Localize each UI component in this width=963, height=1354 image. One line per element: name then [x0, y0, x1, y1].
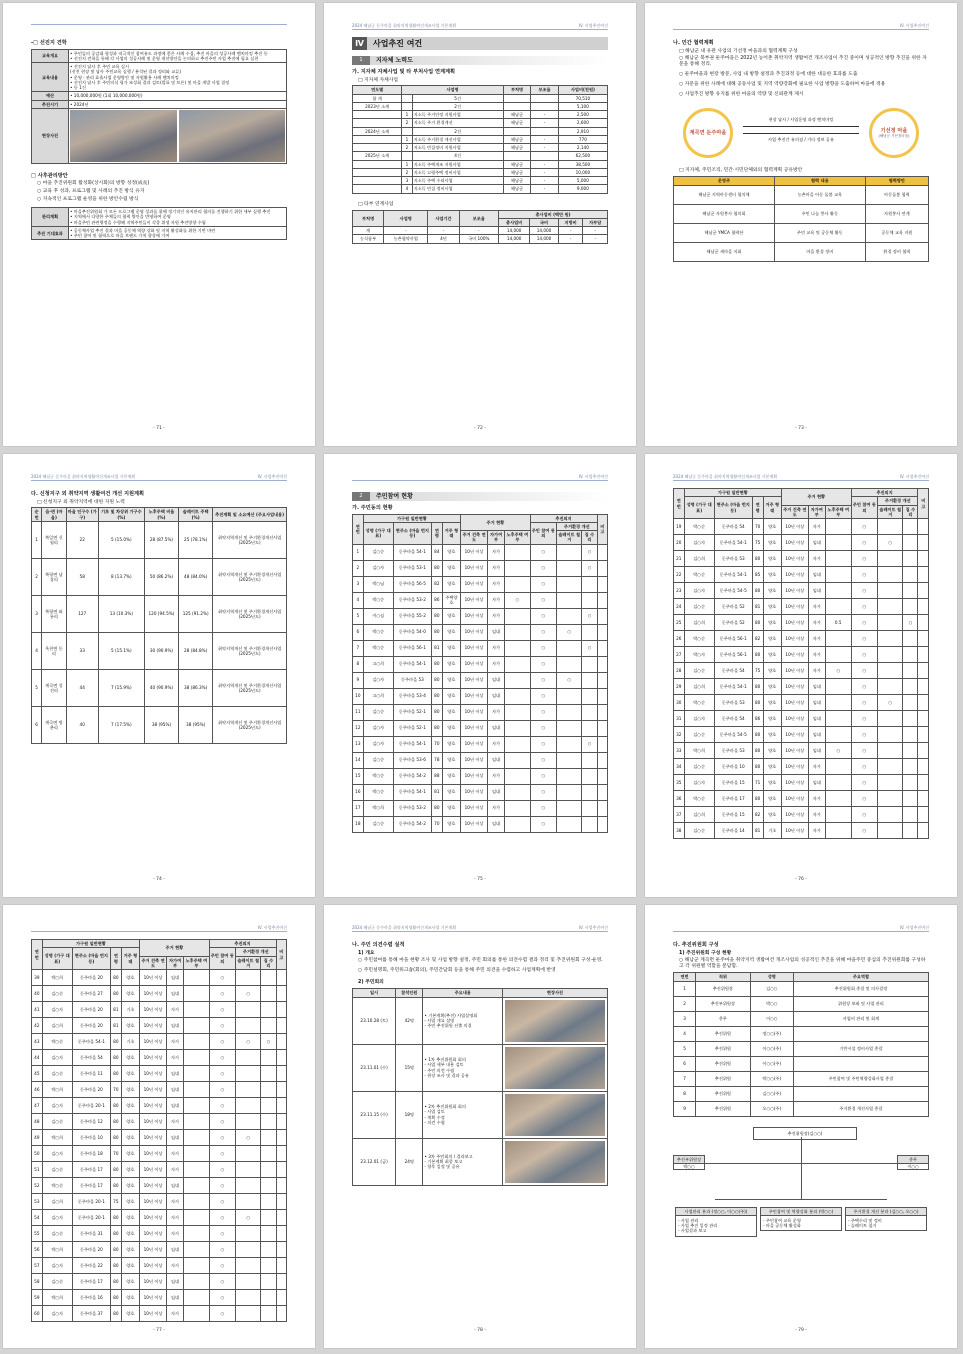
row-content — [69, 108, 287, 163]
page-72: 2024 해남군 둔주마을 취약지역생활여건개조사업 기본계획 IV. 사업추진여건 Ⅳ 사업추진 여건 1 지자체 노력도 가. 지자체 자체사업 및 타 부처사업 연계계획 □ 지자체 자체사업 연도별 사업명 부처명 보조율 사업비(천원) 합 계 5건 70,510 2023년 소계 2건 5,100 1 저소득 주거안정 지원사업 해남군 - 2,500 2 저소득 주거 환경개선 해남군 - 2,600 2024년 소계 2건 2,910 1 저소득 주거환경 개선사업 해남군 - 770 2 저소득 빈집정비 지원사업 해남군 - 2,140 2025년 소계 4건 62,500 1 저소득 주택개조 지원사업 해남군 - 38,500 2 저소득 고령주택 정비사업 해남군 - 10,000 3 저소득 주택 수리사업 해남군 - 5,000 4 저소득 빈집 정비사업 해남군 - 9,000 □ 타부 연계사업 부처명 사업명 사업기간 보조율 총사업비 (백만 원) 총사업비 국비 지방비 자부담 계 - - - 14,000 14,000 - - 농식품부 농촌협약사업 4년 국비 100% 14,000 14,000 - - - 72 - — [324, 3, 636, 446]
org-vice-chair: 추진부위원장 박○○ — [673, 1155, 705, 1171]
plan-item: ○ 지속적인 프로그램 운영을 위한 방안수립 방식 — [37, 197, 139, 203]
circle-selected-village: 기선정 마을 (해남군 기선정마을) — [869, 108, 919, 158]
row-content: • 주민들의 공감대 형성과 적극적인 참여유도 과정에 좋은 사례 수집, 추진 마을의 성공사례 벤치마킹 추진 등 • 선진지 견학을 통해 각 사업의 성공사례 및 운영 개선방안을 논의하고 추진주민 사업 추진에 필요 실천 — [69, 49, 287, 63]
table-row: 28 김○순 둔주마을 54 75 양호 10년 이상 자가 ○ ○ — [674, 663, 929, 679]
table-row: 6 박○순 둔주마을 54-0 80 양호 10년 이상 임대 ○ ○ — [353, 624, 608, 640]
table-row: 56 박○희 둔주마을 20 80 양호 10년 이상 임대 ○ — [32, 1242, 287, 1258]
table-row: 23.11.01 (수) 15명 • 1차 추진위원회 회의 - 사업 세부 내용 검토 - 주민 의견 수렴 - 현장 조사 및 결과 공유 — [353, 1044, 608, 1091]
table-row: 18 김○순 둔주마을 54-2 70 양호 10년 이상 임대 ○ — [353, 816, 608, 832]
arrow-right — [743, 126, 859, 127]
table-row: 2024년 소계 2건 2,910 — [353, 127, 608, 135]
table-row: 9 김○자 둔주마을 53 80 양호 10년 이상 임대 ○ ○ — [353, 672, 608, 688]
page-76 — [645, 454, 957, 897]
page-header: IV. 사업추진여건 — [673, 23, 929, 30]
table-row: 60 김○자 둔주마을 37 80 양호 10년 이상 자가 ○ — [32, 1306, 287, 1322]
cooperation-diagram: 계곡면 둔주마을 기선정 마을 (해남군 기선정마을) 현장 답사 / 사업운영 과정 벤치마킹 사업 추진간 유의점 / 기타 정보 공유 — [673, 102, 929, 164]
table-row: 관리계획 • 마을추진위원회 가 모든 프로그램 운영 성과를 위해 정기적인 유지관리 협의를 진행하기 위한 세부 실행 추진 • 지역에서 다양한 주체들의 협력 방안을 반영하여 운영 • 마을주민 관련행정을 수행해 지역주민들이 각종 위생 자원 추진방향 수립 — [32, 208, 287, 227]
page-header: 2024 해남군 둔주마을 취약지역생활여건개조사업 기본계획 IV. 사업추진여건 — [352, 925, 608, 930]
table-row: 39 박○희 둔주마을 20 80 양호 10년 이상 임대 ○ — [32, 970, 287, 986]
table-row: 20 김○자 둔주마을 54-1 75 양호 10년 이상 임대 ○ ○ — [674, 535, 929, 551]
table-row: 34 김○순 둔주마을 10 80 양호 10년 이상 자가 ○ — [674, 759, 929, 775]
section-heading: 다. 신청지구 외 취약지역 생활여건 개선 지원계획 — [31, 491, 145, 497]
section-heading: -□ 선진지 견학 — [31, 40, 67, 46]
table-row: 50 김○자 둔주마을 18 70 양호 10년 이상 자가 ○ — [32, 1146, 287, 1162]
table-row: 해남군 자원봉사 협의회 주민 나눔 봉사 활동 자원봉사 연계 — [674, 204, 929, 223]
table-row: 8 추진위원 김○○(주) — [674, 1086, 929, 1101]
table-row: 3 북평면 와룡리 127 13 (10.3%) 120 (94.5%) 125 (91.2%) 취약지역개선 및 주거환경개선사업 (2025년도) — [32, 595, 287, 632]
table-row: 16 박○순 둔주마을 54-1 81 양호 10년 이상 임대 ○ — [353, 784, 608, 800]
table-row: 15 박○순 둔주마을 54-2 88 양호 10년 이상 자가 ○ — [353, 768, 608, 784]
table-row: 2 저소득 빈집정비 지원사업 해남군 - 2,140 — [353, 144, 608, 152]
table-row: 24 김○순 둔주마을 52 81 양호 10년 이상 자가 ○ — [674, 599, 929, 615]
table-row: 3 총무 이○○ 사업비 관리 및 회계 — [674, 1011, 929, 1026]
photo-1 — [70, 110, 177, 162]
table-row: 농식품부 농촌협약사업 4년 국비 100% 14,000 14,000 - - — [353, 235, 608, 243]
row-label: 교육개요 — [32, 49, 69, 63]
page-number: - 77 - — [153, 1328, 165, 1334]
table-row: 1 김○순 둔주마을 54-1 84 양호 10년 이상 자가 ○ ○ — [353, 544, 608, 560]
page-header: 2024 해남군 둔주마을 취약지역생활여건개조사업 기본계획 IV. 사업추진여건 — [673, 474, 929, 479]
table-row: 해남군 YMCA 협력단 주민 교육 및 공동체 활동 공동체 교육 지원 — [674, 223, 929, 242]
photo-2 — [179, 110, 286, 162]
page-header: 2024 해남군 둔주마을 취약지역생활여건개조사업 기본계획 IV. 사업추진여건 — [31, 474, 287, 479]
page-number: - 73 - — [795, 426, 807, 432]
table-row: 2 북평면 남창리 58 8 (13.7%) 50 (86.2%) 48 (84.0%) 취약지역개선 및 주거환경개선사업 (2025년도) — [32, 558, 287, 595]
education-table — [31, 49, 287, 164]
table-row: 5 이○심 둔주마을 55-2 80 양호 10년 이상 자가 ○ ○ — [353, 608, 608, 624]
row-content: • 선진지 답사 후 주민 교육 실시 (선진 현장 및 답사 주민교육 실행 / 분석된 결과 정리와 교류) • 운영 · 관리 효율사업 운영방안 및 자원활용 사례 벤치마킹 • 선진지 답사 후 주민의식 평가 조성회 결과 검토(발표 및 토론) 및 마을 개발 사업 결정 • 등 1건 — [69, 63, 287, 92]
table-row: 9 추진위원 오○○(주) 주거환경 개선사업 총괄 — [674, 1101, 929, 1116]
subheading: 가. 주민동의 현황 — [352, 505, 393, 511]
table-row: 6 추진위원 이○○(주) — [674, 1056, 929, 1071]
table-row: 2 김○자 둔주마을 53-1 80 양호 10년 이상 자가 ○ ○ — [353, 560, 608, 576]
row-label: 예산 — [32, 92, 69, 100]
table-row: 17 박○희 둔주마을 53-2 80 양호 10년 이상 자가 ○ — [353, 800, 608, 816]
table-row: 1 저소득 주거환경 개선사업 해남군 - 770 — [353, 135, 608, 143]
page-78: 2024 해남군 둔주마을 취약지역생활여건개조사업 기본계획 IV. 사업추진여건 나. 주민 의견수렴 실적 1) 개요 ○ 주민참여를 통해 마을 현황 조사 및 사업 방향 설정, 주민 회의를 통한 의견수렴 결과 정리 및 추진위원회 구성·운영. ○ 주민설명회, 주민워크숍(회의), 주민간담회 등을 통해 주민 의견을 수렴하고 사업계획에 반영 2) 주민회의 일시 참석인원 주요내용 현장사진 23.10.28 (토) 42명 • 기본계획(추진) 사업설명회 - 사업 개요 설명 - 주민 추진위원 선출 의결 23.11.01 (수) 15명 • 1차 추진위원회 회의 - 사업 세부 내용 검토 - 주민 의견 수렴 - 현장 조사 및 결과 공유 23.11.15 (수) 18명 • 2차 추진위원회 회의 - 사업 검토 - 계획 수정 - 의견 수렴 23.12.01 (금) 24명 • 3차 주민회의 / 결과보고 - 기본계획 최종 보고 - 향후 일정 및 공유 - 78 - — [324, 905, 636, 1348]
table-row: 38 김○순 둔주마을 14 81 기초 10년 이상 자가 ○ — [674, 823, 929, 839]
table-row: 2 저소득 주거 환경개선 해남군 - 2,600 — [353, 119, 608, 127]
meetings-table: 일시 참석인원 주요내용 현장사진 23.10.28 (토) 42명 • 기본계획(추진) 사업설명회 - 사업 개요 설명 - 주민 추진위원 선출 의결 23.11.01 (수) 15명 • 1차 추진위원회 회의 - 사업 세부 내용 검토 - 주민 의견 수렴 - 현장 조사 및 결과 공유 23.11.15 (수) 18명 • 2차 추진위원회 회의 - 사업 검토 - 계획 수정 - 의견 수렴 23.12.01 (금) 24명 • 3차 주민회의 / 결과보고 - 기본계획 최종 보고 - 향후 일정 및 공유 — [352, 988, 608, 1185]
other-areas-table: 순번 읍·면 (마을) 마을 인구수 (가구) 기초 및 차상위 가구수 (%) 노후주택 비율 (%) 슬레이트 주택 (%) 추진계획 및 소요예산 (주요사업내용) 1 북일면 신월리 22 5 (15.0%) 28 (87.5%) 25 (78.1%) 취약지역개선 및 주거환경개선사업 (2025년도) 2 북평면 남창리 58 8 (13.7%) 50 (86.2%) 48 (84.0%) 취약지역개선 및 주거환경개선사업 (2025년도) 3 북평면 와룡리 127 13 (10.3%) 120 (94.5%) 125 (91.2%) 취약지역개선 및 주거환경개선사업 (2025년도) 4 옥천면 동리 33 5 (15.1%) 30 (90.9%) 28 (84.8%) 취약지역개선 및 주거환경개선사업 (2025년도) 5 계곡면 성진리 44 7 (15.9%) 40 (90.9%) 38 (86.3%) 취약지역개선 및 주거환경개선사업 (2025년도) 6 계곡면 방춘리 40 7 (17.5%) 38 (95%) 38 (95%) 취약지역개선 및 주거환경개선사업 (2025년도) — [31, 507, 287, 744]
page-header: IV. 사업추진여건 — [31, 925, 287, 932]
table-row: 30 박○순 둔주마을 53 80 양호 10년 이상 임대 ○ ○ — [674, 695, 929, 711]
page-number: - 74 - — [153, 877, 165, 883]
table-row: 해남군 지역아동센터 협의체 농촌마을 아동 돌봄 교육 아동돌봄 협력 — [674, 185, 929, 204]
resident-consent-table: 연번 가구원 일반현황 주거 현황 추진의지 비고 성명 (가구 대표) 현주소 (마을 번지 등) 연령 거주 형태 주민 참여 동의 주거환경 개선 주거 건축 연도 자가여부 노후주택 여부 슬레이트 철거 집 수리 1 김○순 둔주마을 54-1 84 양호 10년 이상 자가 ○ ○ 2 김○자 둔주마을 53-1 80 양호 10년 이상 자가 ○ ○ 3 박○님 둔주마을 56-5 82 양호 10년 이상 자가 ○ 4 박○순 둔주마을 53-2 86 주택양호 10년 이상 자가 ○ ○ 5 이○심 둔주마을 55-2 80 양호 10년 이상 자가 ○ ○ 6 박○순 둔주마을 54-0 80 양호 10년 이상 임대 ○ ○ 7 박○순 둔주마을 56-1 81 양호 10년 이상 자가 ○ ○ 8 고○희 둔주마을 54-1 80 양호 10년 이상 자가 ○ 9 김○자 둔주마을 53 80 양호 10년 이상 임대 ○ ○ 10 고○희 둔주마을 53-4 80 양호 10년 이상 임대 ○ 11 김○순 둔주마을 52-1 80 양호 10년 이상 자가 ○ 12 김○자 둔주마을 52-1 80 양호 10년 이상 임대 ○ 13 김○자 둔주마을 54-1 70 양호 10년 이상 자가 ○ ○ 14 김○순 둔주마을 53-6 78 양호 10년 이상 임대 ○ 15 박○순 둔주마을 54-2 88 양호 10년 이상 자가 ○ 16 박○순 둔주마을 54-1 81 양호 10년 이상 임대 ○ 17 박○희 둔주마을 53-2 80 양호 10년 이상 자가 ○ 18 김○순 둔주마을 54-2 70 양호 10년 이상 임대 ○ — [352, 514, 608, 833]
table-row: 1 추진위원장 김○○ 추진위원회 총괄 및 의사결정 — [674, 981, 929, 996]
row-content: • 10,000,000원 (1회 10,000,000원) — [69, 92, 287, 100]
table-row: 4 옥천면 동리 33 5 (15.1%) 30 (90.9%) 28 (84.8%) 취약지역개선 및 주거환경개선사업 (2025년도) — [32, 632, 287, 669]
meeting-photo — [505, 1141, 605, 1183]
plan-title: □ 사후관리방안 — [31, 172, 68, 179]
table-row: 5 계곡면 성진리 44 7 (15.9%) 40 (90.9%) 38 (86.3%) 취약지역개선 및 주거환경개선사업 (2025년도) — [32, 669, 287, 706]
table-row: 4 추진위원 정○○(주) — [674, 1026, 929, 1041]
table-row: 47 김○자 둔주마을 20-1 80 양호 10년 이상 임대 ○ — [32, 1098, 287, 1114]
row-label: 교육내용 — [32, 63, 69, 92]
table-row: 3 저소득 주택 수리사업 해남군 - 5,000 — [353, 177, 608, 185]
table-row: 14 김○순 둔주마을 53-6 78 양호 10년 이상 임대 ○ — [353, 752, 608, 768]
table-row: 43 박○순 둔주마을 54-1 80 기초 10년 이상 자가 ○ ○ ○ — [32, 1034, 287, 1050]
table-row: 22 박○순 둔주마을 54-1 85 양호 10년 이상 임대 ○ — [674, 567, 929, 583]
paragraph: ○ 주민참여를 통해 마을 현황 조사 및 사업 방향 설정, 주민 회의를 통한 의견수렴 결과 정리 및 추진위원회 구성·운영. — [358, 958, 603, 964]
section-bar: 1 지자체 노력도 — [352, 56, 608, 65]
table-row: 계 - - - 14,000 14,000 - - — [353, 227, 608, 235]
table-row: 1 저소득 주택개조 지원사업 해남군 - 38,500 — [353, 160, 608, 168]
page-73: IV. 사업추진여건 나. 민간 협력계획 □ 해남군 내 유관 사업의 기선정 마을과의 협력계획 구성 ○ 해남군 북부권 둔주마을은 2022년 농어촌 취약지역 생활여건 개조사업이 추진 중이며 성공적인 방향 추진을 위한 자문을 통해 정리. ○ 둔주마을과 현장 방문, 사업 내 방향 설정과 추진과정 등에 대한 대응한 효과를 도출 ○ 자문을 위한 사례에 대해 공동사업 및 지역 역량강화에 필요한 사업 방향을 도출하여 마을에 적용 ○ 사업추진 방향 유지를 위한 마을의 역량 및 신뢰관계 제시 계곡면 둔주마을 기선정 마을 (해남군 기선정마을) 현장 답사 / 사업운영 과정 벤치마킹 사업 추진간 유의점 / 기타 정보 공유 □ 지자체, 주민조직, 민간·시민단체와의 협력계획 공유방안 운영주 협력 내용 협력방안 해남군 지역아동센터 협의체 농촌마을 아동 돌봄 교육 아동돌봄 협력 해남군 자원봉사 협의회 주민 나눔 봉사 활동 자원봉사 연계 해남군 YMCA 협력단 주민 교육 및 공동체 활동 공동체 교육 지원 해남군 새마을 지회 마을 환경 정비 환경 정비 협력 - 73 - — [645, 3, 957, 446]
org-division: 주거환경 개선 분과 (김○○, 오○○) - 주택수리 및 정비 - 슬레이트 철거 — [845, 1207, 927, 1232]
page-number: - 79 - — [795, 1328, 807, 1334]
table-row: 2 저소득 고령주택 정비사업 해남군 - 10,000 — [353, 168, 608, 176]
table-row: 25 김○희 둔주마을 52 80 양호 10년 이상 자가 0.5 ○ ○ — [674, 615, 929, 631]
page-75 — [324, 454, 636, 897]
page-header: 2024 해남군 둔주마을 취약지역생활여건개조사업 기본계획 IV. 사업추진여건 — [352, 23, 608, 28]
section-heading: 다. 추진위원회 구성 — [673, 942, 719, 948]
table-row: 13 김○자 둔주마을 54-1 70 양호 10년 이상 자가 ○ ○ — [353, 736, 608, 752]
plan-item: ○ 마을 추진위원회 활성화(상시화)의 방향 성정(成長) — [37, 181, 150, 187]
page-header — [31, 23, 287, 25]
table-row: 23.11.15 (수) 18명 • 2차 추진위원회 회의 - 사업 검토 - 계획 수정 - 의견 수렴 — [353, 1091, 608, 1138]
page-71 — [3, 3, 315, 446]
table-row: 57 김○자 둔주마을 22 80 양호 10년 이상 자가 ○ — [32, 1258, 287, 1274]
chapter-title: Ⅳ 사업추진 여건 — [352, 37, 608, 50]
org-chart — [673, 1123, 929, 1253]
org-chair: 추진위원장(김○○) — [753, 1127, 857, 1140]
org-secretary: 총무 이○○ — [897, 1155, 929, 1171]
page-header: IV. 사업추진여건 — [352, 474, 608, 481]
org-division: 주민참여 및 역량강화 분과 (박○○) - 주민참여 교육 운영 - 마을 공동체 활성화 — [760, 1207, 842, 1232]
table-row: 36 박○순 둔주마을 17 80 양호 10년 이상 자가 ○ — [674, 791, 929, 807]
partners-table: 운영주 협력 내용 협력방안 해남군 지역아동센터 협의체 농촌마을 아동 돌봄 교육 아동돌봄 협력 해남군 자원봉사 협의회 주민 나눔 봉사 활동 자원봉사 연계 해남군 YMCA 협력단 주민 교육 및 공동체 활동 공동체 교육 지원 해남군 새마을 지회 마을 환경 정비 환경 정비 협력 — [673, 176, 929, 261]
table-row: 49 박○희 둔주마을 10 80 양호 10년 이상 임대 ○ ○ — [32, 1130, 287, 1146]
meeting-photo — [505, 1094, 605, 1136]
table-row: 추진 기대효과 • 공동체사업 추진 결과 마을 공동체 역량 강화 및 지역 활성화를 위한 기반 마련 • 주민 참여 및 협력으로 마을 브랜드 가치 향상에 기여 — [32, 226, 287, 240]
arrow-left — [743, 133, 859, 134]
row-content: • 2024년 — [69, 100, 287, 108]
table-row: 54 김○자 둔주마을 20-1 80 양호 10년 이상 자가 ○ ○ — [32, 1210, 287, 1226]
table-row: 33 박○희 둔주마을 53 80 양호 10년 이상 임대 ○ ○ — [674, 743, 929, 759]
table-row: 53 김○희 둔주마을 20-1 75 양호 10년 이상 자가 ○ — [32, 1194, 287, 1210]
table-row: 1 북일면 신월리 22 5 (15.0%) 28 (87.5%) 25 (78.1%) 취약지역개선 및 주거환경개선사업 (2025년도) — [32, 521, 287, 558]
self-projects-table: 연도별 사업명 부처명 보조율 사업비(천원) 합 계 5건 70,510 2023년 소계 2건 5,100 1 저소득 주거안정 지원사업 해남군 - 2,500 2 저소득 주거 환경개선 해남군 - 2,600 2024년 소계 2건 2,910 1 저소득 주거환경 개선사업 해남군 - 770 2 저소득 빈집정비 지원사업 해남군 - 2,140 2025년 소계 4건 62,500 1 저소득 주택개조 지원사업 해남군 - 38,500 2 저소득 고령주택 정비사업 해남군 - 10,000 3 저소득 주택 수리사업 해남군 - 5,000 4 저소득 빈집 정비사업 해남군 - 9,000 — [352, 85, 608, 193]
paragraph: ○ 해남군 북부권 둔주마을은 2022년 농어촌 취약지역 생활여건 개조사업이 추진 중이며 성공적인 방향 추진을 위한 자문을 통해 정리. — [679, 56, 927, 68]
table-row: 46 박○희 둔주마을 20 70 양호 10년 이상 임대 ○ — [32, 1082, 287, 1098]
paragraph: ○ 사업추진 방향 유지를 위한 마을의 역량 및 신뢰관계 제시 — [679, 92, 804, 98]
linked-projects-table: 부처명 사업명 사업기간 보조율 총사업비 (백만 원) 총사업비 국비 지방비 자부담 계 - - - 14,000 14,000 - - 농식품부 농촌협약사업 4년 국비 100% 14,000 14,000 - - — [352, 210, 608, 244]
table-row: 42 김○희 둔주마을 20 81 양호 10년 이상 임대 ○ — [32, 1018, 287, 1034]
table-row: 31 김○자 둔주마을 54 86 양호 10년 이상 임대 ○ — [674, 711, 929, 727]
table-row: 6 계곡면 방춘리 40 7 (17.5%) 38 (95%) 38 (95%) 취약지역개선 및 주거환경개선사업 (2025년도) — [32, 706, 287, 743]
table-row — [32, 100, 287, 108]
table-row — [32, 63, 287, 92]
page-number: - 76 - — [795, 877, 807, 883]
table-row: 26 박○순 둔주마을 56-1 82 양호 10년 이상 자가 ○ — [674, 631, 929, 647]
page-79: IV. 사업추진여건 다. 추진위원회 구성 1) 추진위원회 구성 현황 ○ 해남군 계곡면 둔주마을 취약지역 생활여건 개조사업의 성공적인 추진을 위해 마을주민 중심의 추진위원회를 구성하고 각 위원별 역할을 분담함. 연번 직위 성명 주요역할 1 추진위원장 김○○ 추진위원회 총괄 및 의사결정 2 추진부위원장 박○○ 위원장 보좌 및 사업 관리 3 총무 이○○ 사업비 관리 및 회계 4 추진위원 정○○(주) 5 추진위원 이○○(주) 기반시설 정비사업 총괄 6 추진위원 이○○(주) 7 추진위원 박○○(주) 주민참여 및 주민역량강화사업 총괄 8 추진위원 김○○(주) 9 추진위원 오○○(주) 주거환경 개선사업 총괄 추진위원장(김○○) 추진부위원장 박○○ 총무 이○○ 사업관리 분과 (정○○, 이○○(주)) - 사업 관리 - 사업 추진 일정 관리 - 사업결과 보고 주민참여 및 역량강화 분과 (박○○) - 주민참여 교육 운영 - 마을 공동체 활성화 주거환경 개선 분과 (김○○, 오○○) - 주택수리 및 정비 - 슬레이트 철거 - 79 - — [645, 905, 957, 1348]
table-row: 2 추진부위원장 박○○ 위원장 보좌 및 사업 관리 — [674, 996, 929, 1011]
table-row: 5 추진위원 이○○(주) 기반시설 정비사업 총괄 — [674, 1041, 929, 1056]
table-row: 41 김○자 둔주마을 20 81 기초 10년 이상 자가 ○ — [32, 1002, 287, 1018]
table-row: 7 박○순 둔주마을 56-1 81 양호 10년 이상 자가 ○ ○ — [353, 640, 608, 656]
org-division: 사업관리 분과 (정○○, 이○○(주)) - 사업 관리 - 사업 추진 일정 관리 - 사업결과 보고 — [675, 1207, 757, 1237]
table-row: 44 김○자 둔주마을 54 80 양호 10년 이상 자가 ○ — [32, 1050, 287, 1066]
plan-table — [31, 207, 287, 240]
subheading: 가. 지자체 자체사업 및 타 부처사업 연계계획 — [352, 69, 456, 75]
table-row — [32, 108, 287, 163]
table-row: 4 저소득 빈집 정비사업 해남군 - 9,000 — [353, 185, 608, 193]
table-row: 40 김○순 둔주마을 27 80 양호 10년 이상 임대 ○ ○ — [32, 986, 287, 1002]
table-row: 29 김○희 둔주마을 54-1 80 양호 10년 이상 임대 ○ — [674, 679, 929, 695]
page-header: IV. 사업추진여건 — [673, 925, 929, 932]
table-row: 8 고○희 둔주마을 54-1 80 양호 10년 이상 자가 ○ — [353, 656, 608, 672]
table-row: 4 박○순 둔주마을 53-2 86 주택양호 10년 이상 자가 ○ ○ — [353, 592, 608, 608]
section-heading: 나. 주민 의견수렴 실적 — [352, 942, 405, 948]
table-row: 23.10.28 (토) 42명 • 기본계획(추진) 사업설명회 - 사업 개요 설명 - 주민 추진위원 선출 의결 — [353, 997, 608, 1044]
table-row: 58 김○순 둔주마을 17 80 양호 10년 이상 임대 ○ — [32, 1274, 287, 1290]
page-number: - 72 - — [474, 426, 486, 432]
table-row: 21 김○희 둔주마을 53 80 양호 10년 이상 자가 ○ — [674, 551, 929, 567]
meeting-photo — [505, 1000, 605, 1042]
plan-item: ○ 교육 후 성과, 프로그램 및 사례의 추진 방식 유지 — [37, 189, 145, 195]
row-label: 현장사진 — [32, 108, 69, 163]
table-row: 11 김○순 둔주마을 52-1 80 양호 10년 이상 자가 ○ — [353, 704, 608, 720]
page-number: - 71 - — [153, 426, 165, 432]
row-label: 추진시기 — [32, 100, 69, 108]
table-row: 59 박○희 둔주마을 16 80 양호 10년 이상 임대 ○ — [32, 1290, 287, 1306]
page-74: 2024 해남군 둔주마을 취약지역생활여건개조사업 기본계획 IV. 사업추진여건 다. 신청지구 외 취약지역 생활여건 개선 지원계획 □ 신청지구 외 취약지역에 대한 지원 노력 순번 읍·면 (마을) 마을 인구수 (가구) 기초 및 차상위 가구수 (%) 노후주택 비율 (%) 슬레이트 주택 (%) 추진계획 및 소요예산 (주요사업내용) 1 북일면 신월리 22 5 (15.0%) 28 (87.5%) 25 (78.1%) 취약지역개선 및 주거환경개선사업 (2025년도) 2 북평면 남창리 58 8 (13.7%) 50 (86.2%) 48 (84.0%) 취약지역개선 및 주거환경개선사업 (2025년도) 3 북평면 와룡리 127 13 (10.3%) 120 (94.5%) 125 (91.2%) 취약지역개선 및 주거환경개선사업 (2025년도) 4 옥천면 동리 33 5 (15.1%) 30 (90.9%) 28 (84.8%) 취약지역개선 및 주거환경개선사업 (2025년도) 5 계곡면 성진리 44 7 (15.9%) 40 (90.9%) 38 (86.3%) 취약지역개선 및 주거환경개선사업 (2025년도) 6 계곡면 방춘리 40 7 (17.5%) 38 (95%) 38 (95%) 취약지역개선 및 주거환경개선사업 (2025년도) - 74 - — [3, 454, 315, 897]
table-row: 23 김○자 둔주마을 54-5 80 양호 10년 이상 임대 ○ — [674, 583, 929, 599]
table-row: 27 박○자 둔주마을 56-1 80 양호 10년 이상 자가 ○ — [674, 647, 929, 663]
table-row: 합 계 5건 70,510 — [353, 94, 608, 102]
table-row: 37 김○희 둔주마을 15 82 양호 10년 이상 자가 ○ — [674, 807, 929, 823]
table-row: 7 추진위원 박○○(주) 주민참여 및 주민역량강화사업 총괄 — [674, 1071, 929, 1086]
page-number: - 75 - — [474, 877, 486, 883]
page-number: - 78 - — [474, 1328, 486, 1334]
table-row: 55 김○순 둔주마을 31 80 양호 10년 이상 자가 ○ — [32, 1226, 287, 1242]
table-row — [32, 92, 287, 100]
table-row: 45 김○순 둔주마을 11 80 양호 10년 이상 임대 ○ — [32, 1066, 287, 1082]
table-row: 19 박○순 둔주마을 54 70 양호 10년 이상 자가 ○ — [674, 519, 929, 535]
table-row: 48 김○순 둔주마을 12 80 양호 10년 이상 자가 ○ — [32, 1114, 287, 1130]
page-77 — [3, 905, 315, 1348]
table-row: 2023년 소계 2건 5,100 — [353, 102, 608, 110]
table-row: 51 김○순 둔주마을 17 80 양호 10년 이상 자가 ○ — [32, 1162, 287, 1178]
table-row: 12 김○자 둔주마을 52-1 80 양호 10년 이상 임대 ○ — [353, 720, 608, 736]
table-row — [32, 49, 287, 63]
table-row: 52 박○순 둔주마을 17 80 양호 10년 이상 임대 ○ — [32, 1178, 287, 1194]
resident-consent-table-cont2: 연번 가구원 일반현황 주거 현황 추진의지 비고 성명 (가구 대표) 현주소 (마을 번지 등) 연령 거주 형태 주민 참여 동의 주거환경 개선 주거 건축 연도 자가여부 노후주택 여부 슬레이트 철거 집 수리 39 박○희 둔주마을 20 80 양호 10년 이상 임대 ○ 40 김○순 둔주마을 27 80 양호 10년 이상 임대 ○ ○ 41 김○자 둔주마을 20 81 기초 10년 이상 자가 ○ 42 김○희 둔주마을 20 81 양호 10년 이상 임대 ○ 43 박○순 둔주마을 54-1 80 기초 10년 이상 자가 ○ ○ ○ 44 김○자 둔주마을 54 80 양호 10년 이상 자가 ○ 45 김○순 둔주마을 11 80 양호 10년 이상 임대 ○ 46 박○희 둔주마을 20 70 양호 10년 이상 임대 ○ 47 김○자 둔주마을 20-1 80 양호 10년 이상 임대 ○ 48 김○순 둔주마을 12 80 양호 10년 이상 자가 ○ 49 박○희 둔주마을 10 80 양호 10년 이상 임대 ○ ○ 50 김○자 둔주마을 18 70 양호 10년 이상 자가 ○ 51 김○순 둔주마을 17 80 양호 10년 이상 자가 ○ 52 박○순 둔주마을 17 80 양호 10년 이상 임대 ○ 53 김○희 둔주마을 20-1 75 양호 10년 이상 자가 ○ 54 김○자 둔주마을 20-1 80 양호 10년 이상 자가 ○ ○ 55 김○순 둔주마을 31 80 양호 10년 이상 자가 ○ 56 박○희 둔주마을 20 80 양호 10년 이상 임대 ○ 57 김○자 둔주마을 22 80 양호 10년 이상 자가 ○ 58 김○순 둔주마을 17 80 양호 10년 이상 임대 ○ 59 박○희 둔주마을 16 80 양호 10년 이상 임대 ○ 60 김○자 둔주마을 37 80 양호 10년 이상 자가 ○ — [31, 939, 287, 1322]
table-row: 해남군 새마을 지회 마을 환경 정비 환경 정비 협력 — [674, 242, 929, 261]
table-row: 2025년 소계 4건 62,500 — [353, 152, 608, 160]
table-row: 1 저소득 주거안정 지원사업 해남군 - 2,500 — [353, 111, 608, 119]
table-row: 35 김○자 둔주마을 15 71 양호 10년 이상 임대 ○ — [674, 775, 929, 791]
meeting-photo — [505, 1047, 605, 1089]
section-bar: 2 주민참여 현황 — [352, 492, 608, 501]
table-row: 23.12.01 (금) 24명 • 3차 주민회의 / 결과보고 - 기본계획 최종 보고 - 향후 일정 및 공유 — [353, 1138, 608, 1185]
resident-consent-table-cont: 연번 가구원 일반현황 주거 현황 추진의지 비고 성명 (가구 대표) 현주소 (마을 번지 등) 연령 거주 형태 주민 참여 동의 주거환경 개선 주거 건축 연도 자가여부 노후주택 여부 슬레이트 철거 집 수리 19 박○순 둔주마을 54 70 양호 10년 이상 자가 ○ 20 김○자 둔주마을 54-1 75 양호 10년 이상 임대 ○ ○ 21 김○희 둔주마을 53 80 양호 10년 이상 자가 ○ 22 박○순 둔주마을 54-1 85 양호 10년 이상 임대 ○ 23 김○자 둔주마을 54-5 80 양호 10년 이상 임대 ○ 24 김○순 둔주마을 52 81 양호 10년 이상 자가 ○ 25 김○희 둔주마을 52 80 양호 10년 이상 자가 0.5 ○ ○ 26 박○순 둔주마을 56-1 82 양호 10년 이상 자가 ○ 27 박○자 둔주마을 56-1 80 양호 10년 이상 자가 ○ 28 김○순 둔주마을 54 75 양호 10년 이상 자가 ○ ○ 29 김○희 둔주마을 54-1 80 양호 10년 이상 임대 ○ 30 박○순 둔주마을 53 80 양호 10년 이상 임대 ○ ○ 31 김○자 둔주마을 54 86 양호 10년 이상 임대 ○ 32 김○순 둔주마을 54-5 80 양호 10년 이상 임대 ○ 33 박○희 둔주마을 53 80 양호 10년 이상 임대 ○ ○ 34 김○순 둔주마을 10 80 양호 10년 이상 자가 ○ 35 김○자 둔주마을 15 71 양호 10년 이상 임대 ○ 36 박○순 둔주마을 17 80 양호 10년 이상 자가 ○ 37 김○희 둔주마을 15 82 양호 10년 이상 자가 ○ 38 김○순 둔주마을 14 81 기초 10년 이상 자가 ○ — [673, 488, 929, 839]
circle-village: 계곡면 둔주마을 — [683, 108, 733, 158]
table-row: 32 김○순 둔주마을 54-5 80 양호 10년 이상 임대 ○ — [674, 727, 929, 743]
paragraph: ○ 주민설명회, 주민워크숍(회의), 주민간담회 등을 통해 주민 의견을 수렴하고 사업계획에 반영 — [358, 968, 556, 974]
section-heading: 나. 민간 협력계획 — [673, 40, 714, 46]
paragraph: ○ 둔주마을과 현장 방문, 사업 내 방향 설정과 추진과정 등에 대한 대응한 효과를 도출 — [679, 72, 858, 78]
committee-table: 연번 직위 성명 주요역할 1 추진위원장 김○○ 추진위원회 총괄 및 의사결정 2 추진부위원장 박○○ 위원장 보좌 및 사업 관리 3 총무 이○○ 사업비 관리 및 회계 4 추진위원 정○○(주) 5 추진위원 이○○(주) 기반시설 정비사업 총괄 6 추진위원 이○○(주) 7 추진위원 박○○(주) 주민참여 및 주민역량강화사업 총괄 8 추진위원 김○○(주) 9 추진위원 오○○(주) 주거환경 개선사업 총괄 — [673, 972, 929, 1116]
table-row: 3 박○님 둔주마을 56-5 82 양호 10년 이상 자가 ○ — [353, 576, 608, 592]
table-row: 10 고○희 둔주마을 53-4 80 양호 10년 이상 임대 ○ — [353, 688, 608, 704]
paragraph: ○ 자문을 위한 사례에 대해 공동사업 및 지역 역량강화에 필요한 사업 방향을 도출하여 마을에 적용 — [679, 82, 886, 88]
